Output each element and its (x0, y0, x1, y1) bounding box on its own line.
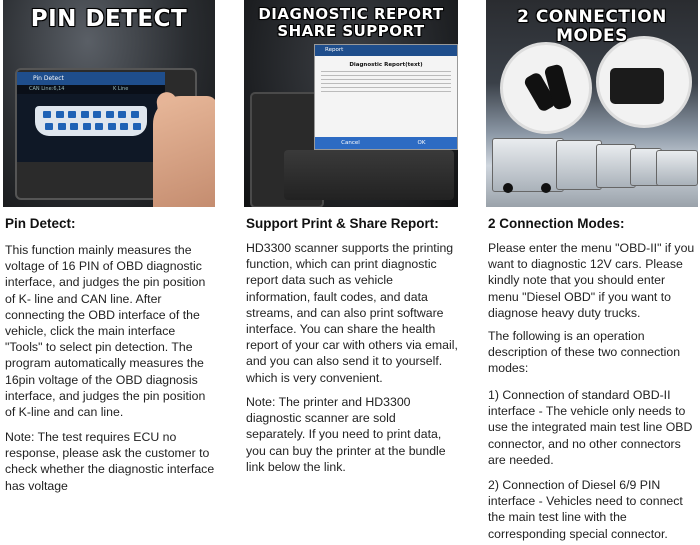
banner-title: PIN DETECT (30, 6, 188, 32)
description-paragraph: Please enter the menu "OBD-II" if you want to diagnostic 12V cars. Please kindly note that you should enter menu "Diesel OBD" if you want to diagnose heavy duty trucks. (488, 241, 695, 320)
obd-pin (95, 123, 103, 130)
report-line (321, 83, 451, 84)
report-doc-title: Diagnostic Report(text) (349, 62, 423, 68)
description-paragraph: 2) Connection of Diesel 6/9 PIN interface - Vehicles need to connect the main test line with the corresponding special connector. (488, 478, 683, 541)
banner-title-line1: 2 CONNECTION (517, 7, 667, 27)
ok-button[interactable]: OK (417, 140, 426, 146)
obd-pin (58, 123, 66, 130)
obd-pin (81, 111, 89, 118)
description-paragraph: This function mainly measures the voltage of 16 PIN of OBD diagnostic interface, and judges the pin position of K- line and CAN line. After connecting the OBD interface of the vehicle, click the main interface "Tools" to select pin detection. The program automatically measures the 16pin voltage of the OBD diagnosis interface, and judges the pin position of K-line and can line. (5, 243, 206, 420)
banner-title-line2: MODES (556, 26, 628, 46)
can-line-label: CAN Line:6,14 (29, 86, 65, 92)
obd-connector-diagram (35, 106, 147, 136)
obd-pin (108, 123, 116, 130)
banner-title-line1: DIAGNOSTIC REPORT (258, 5, 444, 23)
truck-graphic (656, 150, 698, 186)
description-paragraph: 1) Connection of standard OBD-II interface - The vehicle only needs to use the integrated main test line OBD connector, and no other connectors are needed. (488, 388, 693, 467)
obd-pin (133, 123, 141, 130)
section-heading: 2 Connection Modes: (488, 216, 625, 231)
pin-detect-banner (3, 0, 215, 207)
screen-subtitle-bar (17, 85, 165, 94)
obd-pin (45, 123, 53, 130)
obd-pin (118, 111, 126, 118)
obd-pin (120, 123, 128, 130)
obd-pin (56, 111, 64, 118)
column-report (244, 0, 458, 545)
description-paragraph: The following is an operation description of these two connection modes: (488, 329, 681, 376)
banner-title (244, 6, 458, 40)
obd-pin (93, 111, 101, 118)
wheel (541, 183, 551, 193)
report-title: Report (325, 47, 344, 53)
hand-graphic (153, 96, 215, 207)
report-line (321, 87, 451, 88)
report-window (314, 44, 458, 150)
connection-banner (486, 0, 698, 207)
column-pin-detect (3, 0, 215, 545)
note-paragraph: Note: The printer and HD3300 diagnostic scanner are sold separately. If you need to print data, you can buy the printer at the bundle link below the link. (246, 395, 446, 474)
banner-title (486, 8, 698, 46)
diesel-adapter (610, 68, 664, 104)
obd-pin (43, 111, 51, 118)
report-banner (244, 0, 458, 207)
obd-cable-circle (500, 42, 592, 134)
truck-graphic (492, 138, 564, 192)
obd-pin (68, 111, 76, 118)
report-line (321, 75, 451, 76)
section-heading: Support Print & Share Report: (246, 216, 439, 231)
obd-pin (83, 123, 91, 130)
wheel (503, 183, 513, 193)
report-line (321, 79, 451, 80)
report-line (321, 91, 451, 92)
cancel-button[interactable]: Cancel (341, 140, 360, 146)
screen-title-bar (17, 72, 165, 85)
k-line-label: K Line (113, 86, 129, 92)
banner-title-line2: SHARE SUPPORT (277, 22, 425, 40)
obd-pin (131, 111, 139, 118)
column-connection-modes (486, 0, 698, 545)
obd-pin (106, 111, 114, 118)
obd-pin (70, 123, 78, 130)
report-line (321, 71, 451, 72)
printer-graphic (284, 150, 454, 200)
description-paragraph: HD3300 scanner supports the printing function, which can print diagnostic report data such as vehicle information, fault codes, and data streams, and can also print software interface. You can share the health report of your car with others via email, and you can also send it to yourself. which is very convenient. (246, 241, 458, 385)
report-buttons (315, 137, 457, 149)
screen-title: Pin Detect (33, 75, 64, 82)
note-paragraph: Note: The test requires ECU no response, please ask the customer to check whether the diagnostic interface has voltage (5, 430, 215, 493)
pin-detect-screen (17, 72, 165, 162)
report-title-bar (315, 45, 457, 56)
section-heading: Pin Detect: (5, 216, 76, 231)
